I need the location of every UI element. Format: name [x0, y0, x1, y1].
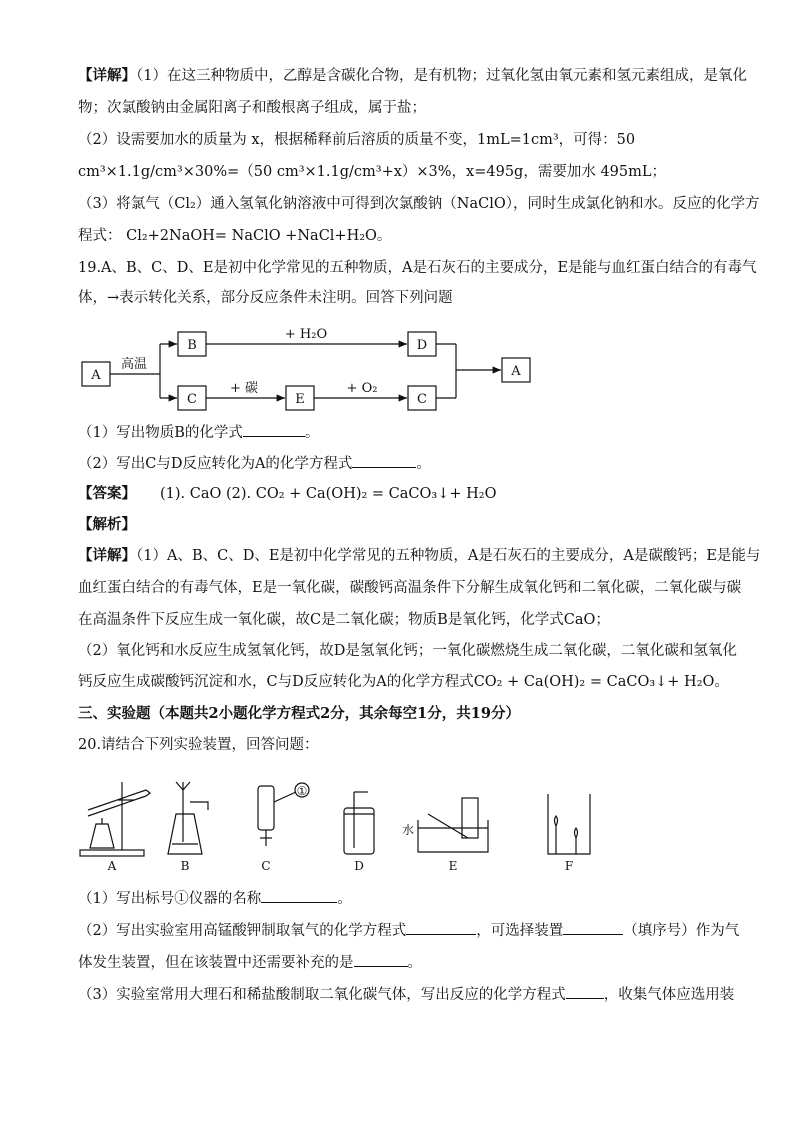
q19-detail-line-2: 血红蛋白结合的有毒气体，E是一氧化碳，碳酸钙高温条件下分解生成氧化钙和二氧化碳，二氧化碳与碳: [78, 580, 742, 596]
apparatus-label-a: A: [107, 859, 117, 873]
apparatus-f: [548, 794, 590, 854]
apparatus-label-b: B: [180, 859, 190, 873]
q19-analysis-label: 【解析】: [78, 516, 136, 533]
apparatus-figure: [78, 772, 598, 876]
q18-part3-line-1: （3）将氯气（Cl₂）通入氢氧化钠溶液中可得到次氯酸钠（NaClO），同时生成氯化钠和水。反应的化学方: [78, 196, 760, 212]
q19-detail-line-5: 钙反应生成碳酸钙沉淀和水，C与D反应转化为A的化学方程式CO₂ + Ca(OH)₂ = CaCO₃↓+ H₂O。: [78, 674, 729, 690]
box-c-right-label: C: [417, 392, 427, 407]
apparatus-label-c: C: [261, 859, 271, 873]
q18-part3-line-2: 程式： Cl₂+2NaOH= NaClO +NaCl+H₂O。: [78, 228, 392, 244]
label-plus-water: + H₂O: [284, 327, 328, 342]
apparatus-e: [418, 798, 488, 852]
q20-question-3: （3）实验室常用大理石和稀盐酸制取二氧化碳气体，写出反应的化学方程式 ，收集气体应选用装: [78, 984, 734, 1005]
answer-blank[interactable]: [352, 453, 416, 468]
q19-question-1: （1）写出物质B的化学式 。: [78, 422, 319, 443]
label-plus-o2: + O₂: [346, 381, 378, 396]
label-plus-carbon: + 碳: [229, 381, 259, 396]
q19-stem-line-2: 体，→表示转化关系，部分反应条件未注明。回答下列问题: [78, 290, 453, 306]
apparatus-label-f: F: [564, 859, 574, 873]
q18-part2-line-1: （2）设需要加水的质量为 x，根据稀释前后溶质的质量不变，1mL=1cm³，可得：50: [78, 132, 636, 148]
q19-detail-line-1: 【详解】（1）A、B、C、D、E是初中化学常见的五种物质，A是石灰石的主要成分，A是碳酸钙；E是能与: [78, 547, 761, 564]
answer-blank[interactable]: [406, 920, 476, 935]
label-high-temp: 高温: [120, 357, 148, 372]
q19-stem-line-1: 19.A、B、C、D、E是初中化学常见的五种物质，A是石灰石的主要成分，E是能与血红蛋白结合的有毒气: [78, 260, 757, 276]
box-b-label: B: [187, 338, 197, 353]
apparatus-a: [80, 782, 150, 856]
q19-detail-line-3: 在高温条件下反应生成一氧化碳，故C是二氧化碳；物质B是氧化钙，化学式CaO；: [78, 612, 610, 628]
conversion-diagram: [78, 320, 538, 412]
apparatus-label-e: E: [448, 859, 458, 873]
box-d-label: D: [416, 338, 428, 353]
box-e-label: E: [295, 392, 305, 407]
detail-label: 【详解】: [78, 67, 136, 84]
answer-label: 【答案】: [78, 485, 136, 502]
answer-blank[interactable]: [261, 888, 337, 903]
q19-detail-line-4: （2）氧化钙和水反应生成氢氧化钙，故D是氢氧化钙；一氧化碳燃烧生成二氧化碳，二氧化碳和氢氧化: [78, 643, 737, 659]
answer-blank[interactable]: [354, 952, 408, 967]
box-a-right-label: A: [511, 364, 521, 379]
q18-part2-line-2: cm³×1.1g/cm³×30%=（50 cm³×1.1g/cm³+x）×3%，x=495g，需要加水 495mL；: [78, 164, 666, 180]
q20-question-1: （1）写出标号①仪器的名称 。: [78, 888, 352, 909]
apparatus-b: [168, 782, 208, 854]
box-a-left-label: A: [91, 368, 101, 383]
apparatus-marker-1: ①: [296, 784, 308, 798]
q20-stem: 20.请结合下列实验装置，回答问题：: [78, 737, 319, 753]
apparatus-water-label: 水: [401, 823, 415, 837]
section-3-title: 三、实验题（本题共2小题化学方程式2分，其余每空1分，共19分）: [78, 705, 520, 722]
box-c-left-label: C: [187, 392, 197, 407]
apparatus-d: [344, 792, 374, 854]
answer-blank[interactable]: [563, 920, 623, 935]
q19-answer: 【答案】 (1). CaO (2). CO₂ + Ca(OH)₂ = CaCO₃↓+ H₂O: [78, 485, 497, 502]
apparatus-label-d: D: [354, 859, 364, 873]
q20-question-2-line-2: 体发生装置，但在该装置中还需要补充的是 。: [78, 952, 422, 973]
q19-question-2: （2）写出C与D反应转化为A的化学方程式 。: [78, 453, 431, 474]
q18-detail-line-1: 【详解】（1）在这三种物质中，乙醇是含碳化合物，是有机物；过氧化氢由氧元素和氢元素组成，是氧化: [78, 67, 747, 84]
answer-blank[interactable]: [243, 422, 305, 437]
q20-question-2-line-1: （2）写出实验室用高锰酸钾制取氧气的化学方程式 ，可选择装置 （填序号）作为气: [78, 920, 739, 941]
answer-blank[interactable]: [566, 984, 604, 999]
q18-detail-line-2: 物；次氯酸钠由金属阳离子和酸根离子组成，属于盐；: [78, 100, 426, 116]
